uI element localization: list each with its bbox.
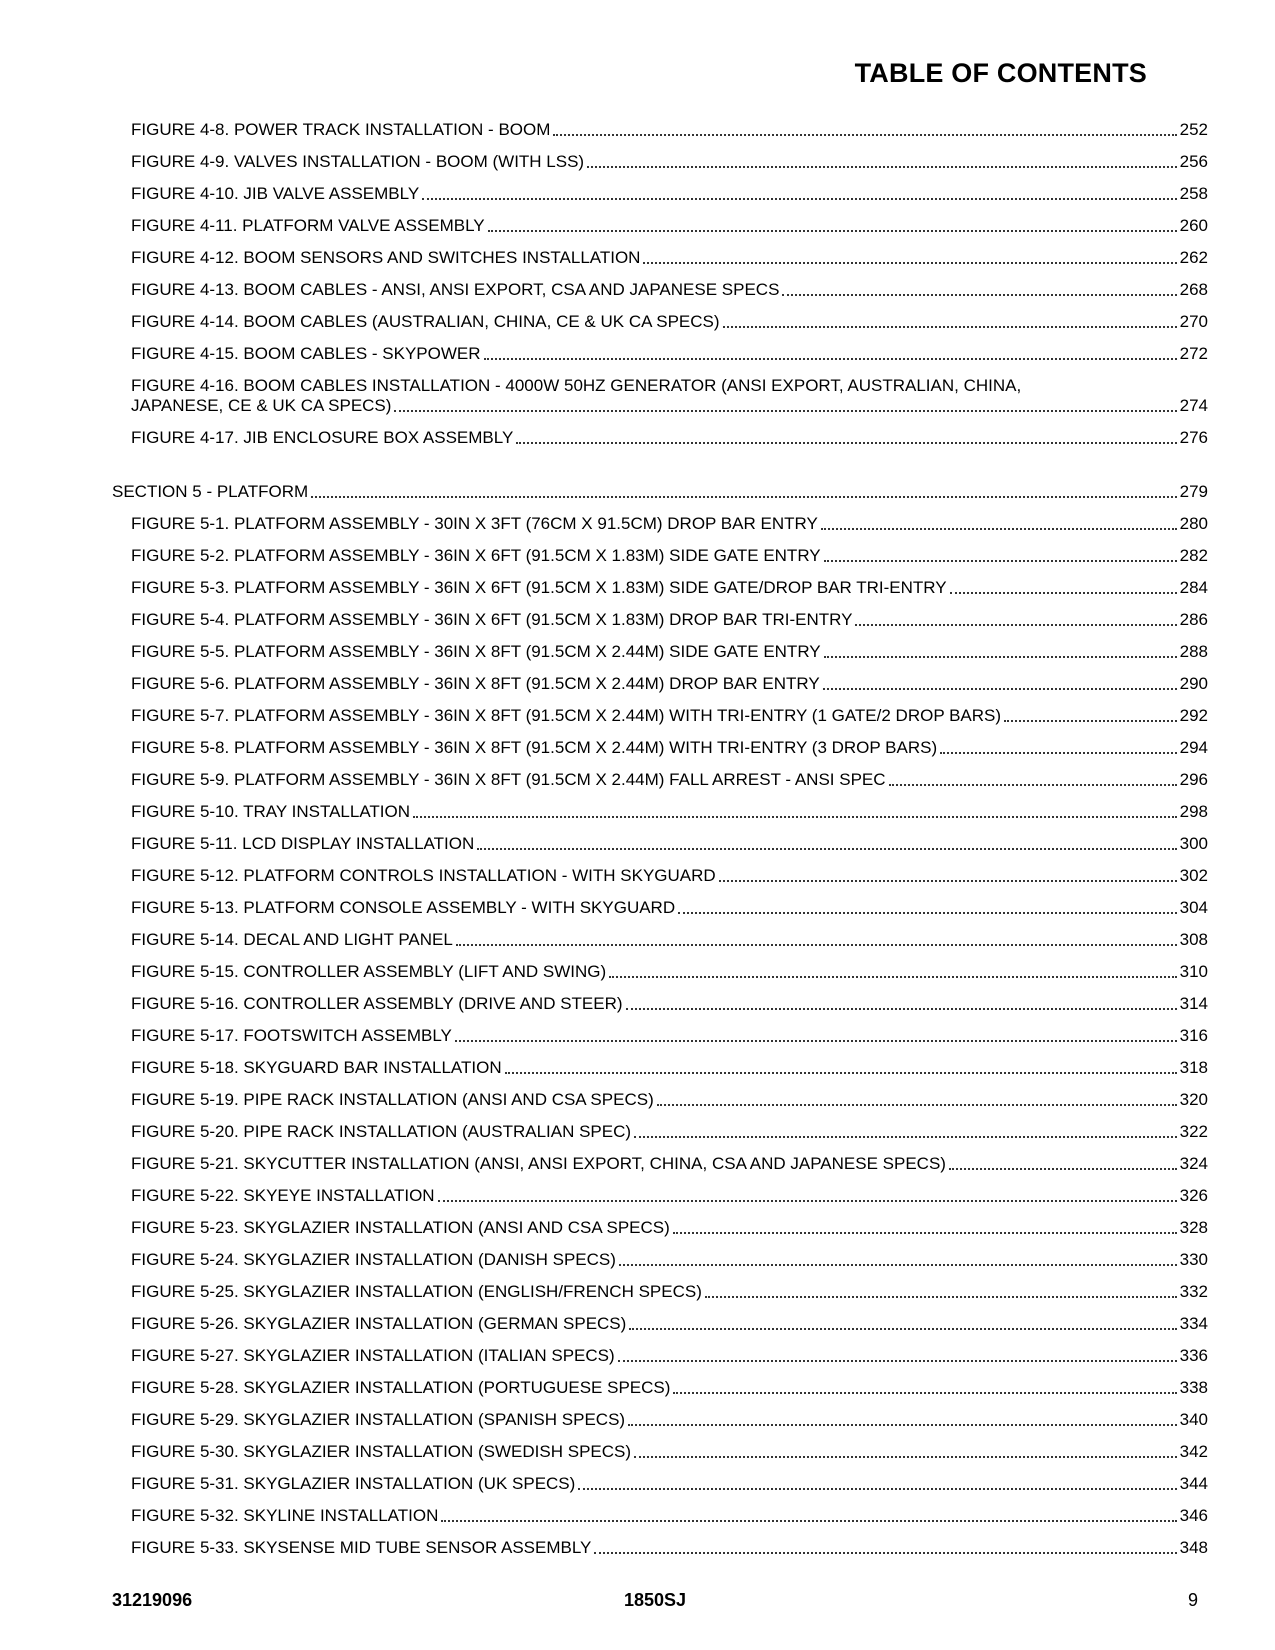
dot-leader	[628, 1424, 1177, 1426]
dot-leader	[634, 1136, 1177, 1138]
toc-entry-label: FIGURE 5-22. SKYEYE INSTALLATION	[131, 1186, 435, 1205]
dot-leader	[484, 358, 1177, 360]
toc-entry-label: FIGURE 5-15. CONTROLLER ASSEMBLY (LIFT AND SWING)	[131, 962, 607, 981]
toc-entry-label: FIGURE 5-19. PIPE RACK INSTALLATION (ANSI AND CSA SPECS)	[131, 1090, 654, 1109]
toc-figure-entry[interactable]	[112, 140, 1208, 172]
toc-entry-page: 348	[1179, 1538, 1208, 1557]
dot-leader	[949, 1168, 1177, 1170]
toc-entry-label: FIGURE 5-24. SKYGLAZIER INSTALLATION (DANISH SPECS)	[131, 1250, 616, 1269]
toc-figure-entry[interactable]	[112, 566, 1208, 598]
dot-leader	[855, 624, 1176, 626]
toc-entry-label: FIGURE 5-1. PLATFORM ASSEMBLY - 30IN X 3FT (76CM X 91.5CM) DROP BAR ENTRY	[131, 514, 818, 533]
dot-leader	[657, 1104, 1177, 1106]
page-title: TABLE OF CONTENTS	[854, 58, 1147, 88]
document-number: 31219096	[112, 1590, 193, 1610]
toc-entry-page: 262	[1179, 248, 1208, 267]
toc-entry-label: FIGURE 5-4. PLATFORM ASSEMBLY - 36IN X 6FT (91.5CM X 1.83M) DROP BAR TRI-ENTRY	[131, 610, 853, 629]
toc-entry-label: FIGURE 5-13. PLATFORM CONSOLE ASSEMBLY - WITH SKYGUARD	[131, 898, 676, 917]
toc-section-entry[interactable]	[112, 458, 1208, 502]
toc-entry-page: 288	[1179, 642, 1208, 661]
toc-figure-entry[interactable]	[112, 1398, 1208, 1430]
toc-entry-page: 302	[1179, 866, 1208, 885]
toc-entry-page: 330	[1179, 1250, 1208, 1269]
dot-leader	[394, 410, 1176, 412]
toc-entry-label: SECTION 5 - PLATFORM	[112, 482, 309, 501]
toc-figure-entry[interactable]	[112, 982, 1208, 1014]
toc-figure-entry[interactable]	[112, 1526, 1208, 1558]
toc-figure-entry[interactable]	[112, 918, 1208, 950]
toc-entry-page: 334	[1179, 1314, 1208, 1333]
toc-figure-entry[interactable]	[112, 1270, 1208, 1302]
dot-leader	[634, 1456, 1177, 1458]
toc-figure-entry[interactable]	[112, 1110, 1208, 1142]
toc-entry-page: 310	[1179, 962, 1208, 981]
toc-figure-entry[interactable]	[112, 1238, 1208, 1270]
dot-leader	[821, 528, 1177, 530]
toc-entry-page: 296	[1179, 770, 1208, 789]
toc-entry-label: FIGURE 5-6. PLATFORM ASSEMBLY - 36IN X 8FT (91.5CM X 2.44M) DROP BAR ENTRY	[131, 674, 820, 693]
dot-leader	[455, 1040, 1177, 1042]
toc-entry-page: 298	[1179, 802, 1208, 821]
toc-entry-page: 272	[1179, 344, 1208, 363]
dot-leader	[673, 1232, 1177, 1234]
toc-entry-label: FIGURE 4-8. POWER TRACK INSTALLATION - BOOM	[131, 120, 551, 139]
toc-entry-page: 304	[1179, 898, 1208, 917]
toc-figure-entry[interactable]	[112, 950, 1208, 982]
toc-entry-label: FIGURE 5-21. SKYCUTTER INSTALLATION (ANSI, ANSI EXPORT, CHINA, CSA AND JAPANESE SPECS)	[131, 1154, 946, 1173]
toc-entry-page: 256	[1179, 152, 1208, 171]
toc-figure-entry[interactable]	[112, 236, 1208, 268]
toc-figure-entry[interactable]	[112, 1430, 1208, 1462]
toc-figure-entry[interactable]	[112, 1302, 1208, 1334]
toc-entry-label: FIGURE 4-12. BOOM SENSORS AND SWITCHES INSTALLATION	[131, 248, 641, 267]
toc-entry-label: FIGURE 5-5. PLATFORM ASSEMBLY - 36IN X 8FT (91.5CM X 2.44M) SIDE GATE ENTRY	[131, 642, 821, 661]
toc-figure-entry[interactable]	[112, 172, 1208, 204]
dot-leader	[618, 1360, 1177, 1362]
toc-entry-label: JAPANESE, CE & UK CA SPECS)	[131, 396, 392, 415]
toc-entry-page: 322	[1179, 1122, 1208, 1141]
toc-figure-entry[interactable]	[112, 1206, 1208, 1238]
toc-entry-page: 292	[1179, 706, 1208, 725]
toc-figure-entry[interactable]	[112, 854, 1208, 886]
toc-entry-label: FIGURE 5-16. CONTROLLER ASSEMBLY (DRIVE AND STEER)	[131, 994, 623, 1013]
dot-leader	[553, 134, 1176, 136]
toc-entry-label: FIGURE 5-9. PLATFORM ASSEMBLY - 36IN X 8FT (91.5CM X 2.44M) FALL ARREST - ANSI SPEC	[131, 770, 886, 789]
toc-entry-label: FIGURE 4-16. BOOM CABLES INSTALLATION - 4000W 50HZ GENERATOR (ANSI EXPORT, AUSTRALIAN, CHINA,	[131, 376, 1022, 395]
toc-figure-entry[interactable]	[112, 598, 1208, 630]
toc-entry-page: 300	[1179, 834, 1208, 853]
dot-leader	[824, 656, 1177, 658]
toc-entry-page: 328	[1179, 1218, 1208, 1237]
toc-figure-entry[interactable]	[112, 694, 1208, 726]
toc-entry-label: FIGURE 5-12. PLATFORM CONTROLS INSTALLATION - WITH SKYGUARD	[131, 866, 716, 885]
toc-entry-label: FIGURE 4-11. PLATFORM VALVE ASSEMBLY	[131, 216, 485, 235]
toc-entry-page: 282	[1179, 546, 1208, 565]
toc-figure-entry[interactable]	[112, 630, 1208, 662]
toc-entry-label: FIGURE 5-33. SKYSENSE MID TUBE SENSOR ASSEMBLY	[131, 1538, 592, 1557]
toc-figure-entry[interactable]	[112, 268, 1208, 300]
dot-leader	[940, 752, 1177, 754]
toc-figure-entry[interactable]	[112, 1046, 1208, 1078]
toc-entry-label: FIGURE 5-23. SKYGLAZIER INSTALLATION (ANSI AND CSA SPECS)	[131, 1218, 670, 1237]
toc-entry-page: 344	[1179, 1474, 1208, 1493]
toc-entry-label: FIGURE 5-14. DECAL AND LIGHT PANEL	[131, 930, 453, 949]
toc-entry-page: 279	[1179, 482, 1208, 501]
toc-figure-entry[interactable]	[112, 1078, 1208, 1110]
toc-entry-page: 318	[1179, 1058, 1208, 1077]
toc-figure-entry[interactable]	[112, 204, 1208, 236]
table-of-contents	[112, 108, 1208, 1558]
dot-leader	[477, 848, 1176, 850]
toc-figure-entry[interactable]	[112, 534, 1208, 566]
dot-leader	[782, 294, 1176, 296]
dot-leader	[678, 912, 1177, 914]
dot-leader	[723, 326, 1177, 328]
toc-entry-page: 340	[1179, 1410, 1208, 1429]
toc-figure-entry[interactable]	[112, 1334, 1208, 1366]
dot-leader	[587, 166, 1177, 168]
toc-entry-page: 280	[1179, 514, 1208, 533]
toc-entry-label: FIGURE 5-2. PLATFORM ASSEMBLY - 36IN X 6FT (91.5CM X 1.83M) SIDE GATE ENTRY	[131, 546, 821, 565]
toc-figure-entry[interactable]	[112, 300, 1208, 332]
toc-entry-page: 314	[1179, 994, 1208, 1013]
toc-figure-entry[interactable]	[112, 1494, 1208, 1526]
toc-entry-label: FIGURE 5-3. PLATFORM ASSEMBLY - 36IN X 6FT (91.5CM X 1.83M) SIDE GATE/DROP BAR TRI-ENTRY	[131, 578, 947, 597]
toc-entry-page: 270	[1179, 312, 1208, 331]
dot-leader	[673, 1392, 1176, 1394]
dot-leader	[1004, 720, 1177, 722]
toc-entry-page: 332	[1179, 1282, 1208, 1301]
toc-entry-page: 316	[1179, 1026, 1208, 1045]
dot-leader	[950, 592, 1177, 594]
toc-entry-label: FIGURE 5-29. SKYGLAZIER INSTALLATION (SPANISH SPECS)	[131, 1410, 626, 1429]
toc-entry-label: FIGURE 5-28. SKYGLAZIER INSTALLATION (PORTUGUESE SPECS)	[131, 1378, 671, 1397]
dot-leader	[311, 496, 1176, 498]
toc-entry-label: FIGURE 5-27. SKYGLAZIER INSTALLATION (ITALIAN SPECS)	[131, 1346, 615, 1365]
toc-entry-page: 258	[1179, 184, 1208, 203]
toc-entry-label: FIGURE 4-14. BOOM CABLES (AUSTRALIAN, CHINA, CE & UK CA SPECS)	[131, 312, 720, 331]
dot-leader	[643, 262, 1176, 264]
toc-entry-page: 336	[1179, 1346, 1208, 1365]
toc-figure-entry[interactable]	[112, 108, 1208, 140]
toc-figure-entry[interactable]	[112, 790, 1208, 822]
toc-entry-page: 294	[1179, 738, 1208, 757]
toc-figure-entry[interactable]	[112, 416, 1208, 448]
toc-figure-entry[interactable]	[112, 886, 1208, 918]
toc-entry-page: 260	[1179, 216, 1208, 235]
dot-leader	[441, 1520, 1176, 1522]
toc-entry-label: FIGURE 5-30. SKYGLAZIER INSTALLATION (SWEDISH SPECS)	[131, 1442, 632, 1461]
toc-entry-label: FIGURE 5-7. PLATFORM ASSEMBLY - 36IN X 8FT (91.5CM X 2.44M) WITH TRI-ENTRY (1 GATE/2 DROP BARS)	[131, 706, 1002, 725]
toc-entry-page: 290	[1179, 674, 1208, 693]
toc-figure-entry[interactable]	[112, 758, 1208, 790]
toc-entry-label: FIGURE 5-8. PLATFORM ASSEMBLY - 36IN X 8FT (91.5CM X 2.44M) WITH TRI-ENTRY (3 DROP BARS)	[131, 738, 938, 757]
dot-leader	[516, 442, 1176, 444]
toc-figure-entry[interactable]	[112, 1142, 1208, 1174]
toc-entry-page: 276	[1179, 428, 1208, 447]
dot-leader	[578, 1488, 1176, 1490]
toc-entry-label: FIGURE 4-17. JIB ENCLOSURE BOX ASSEMBLY	[131, 428, 514, 447]
toc-entry-page: 326	[1179, 1186, 1208, 1205]
toc-figure-entry[interactable]	[112, 364, 1208, 416]
toc-entry-page: 308	[1179, 930, 1208, 949]
toc-entry-label: FIGURE 4-13. BOOM CABLES - ANSI, ANSI EXPORT, CSA AND JAPANESE SPECS	[131, 280, 780, 299]
dot-leader	[705, 1296, 1177, 1298]
toc-entry-label: FIGURE 5-20. PIPE RACK INSTALLATION (AUSTRALIAN SPEC)	[131, 1122, 632, 1141]
model-name: 1850SJ	[623, 1590, 687, 1610]
toc-entry-label: FIGURE 4-9. VALVES INSTALLATION - BOOM (WITH LSS)	[131, 152, 585, 171]
toc-entry-page: 268	[1179, 280, 1208, 299]
toc-entry-label: FIGURE 5-18. SKYGUARD BAR INSTALLATION	[131, 1058, 502, 1077]
dot-leader	[619, 1264, 1177, 1266]
dot-leader	[488, 230, 1177, 232]
toc-figure-entry[interactable]	[112, 1366, 1208, 1398]
toc-entry-label: FIGURE 5-25. SKYGLAZIER INSTALLATION (ENGLISH/FRENCH SPECS)	[131, 1282, 702, 1301]
page-number: 9	[1187, 1590, 1198, 1610]
toc-entry-page: 284	[1179, 578, 1208, 597]
toc-entry-page: 338	[1179, 1378, 1208, 1397]
toc-entry-page: 324	[1179, 1154, 1208, 1173]
toc-entry-label: FIGURE 5-17. FOOTSWITCH ASSEMBLY	[131, 1026, 452, 1045]
dot-leader	[889, 784, 1177, 786]
dot-leader	[422, 198, 1176, 200]
toc-figure-entry[interactable]	[112, 822, 1208, 854]
toc-entry-label: FIGURE 5-11. LCD DISPLAY INSTALLATION	[131, 834, 475, 853]
toc-entry-label: FIGURE 5-10. TRAY INSTALLATION	[131, 802, 410, 821]
dot-leader	[629, 1328, 1176, 1330]
toc-entry-label: FIGURE 4-10. JIB VALVE ASSEMBLY	[131, 184, 420, 203]
dot-leader	[505, 1072, 1177, 1074]
dot-leader	[823, 688, 1177, 690]
toc-figure-entry[interactable]	[112, 1174, 1208, 1206]
toc-entry-page: 342	[1179, 1442, 1208, 1461]
toc-figure-entry[interactable]	[112, 332, 1208, 364]
dot-leader	[456, 944, 1177, 946]
toc-figure-entry[interactable]	[112, 502, 1208, 534]
toc-entry-page: 320	[1179, 1090, 1208, 1109]
dot-leader	[824, 560, 1177, 562]
toc-figure-entry[interactable]	[112, 1014, 1208, 1046]
dot-leader	[626, 1008, 1177, 1010]
toc-figure-entry[interactable]	[112, 662, 1208, 694]
toc-entry-page: 274	[1179, 396, 1208, 415]
toc-entry-label: FIGURE 5-26. SKYGLAZIER INSTALLATION (GERMAN SPECS)	[131, 1314, 627, 1333]
toc-entry-label: FIGURE 4-15. BOOM CABLES - SKYPOWER	[131, 344, 481, 363]
toc-figure-entry[interactable]	[112, 1462, 1208, 1494]
dot-leader	[413, 816, 1177, 818]
dot-leader	[594, 1552, 1176, 1554]
toc-entry-page: 286	[1179, 610, 1208, 629]
dot-leader	[609, 976, 1176, 978]
dot-leader	[438, 1200, 1177, 1202]
toc-entry-page: 252	[1179, 120, 1208, 139]
toc-entry-page: 346	[1179, 1506, 1208, 1525]
toc-figure-entry[interactable]	[112, 726, 1208, 758]
toc-entry-label: FIGURE 5-31. SKYGLAZIER INSTALLATION (UK SPECS)	[131, 1474, 576, 1493]
dot-leader	[719, 880, 1177, 882]
toc-entry-label: FIGURE 5-32. SKYLINE INSTALLATION	[131, 1506, 439, 1525]
